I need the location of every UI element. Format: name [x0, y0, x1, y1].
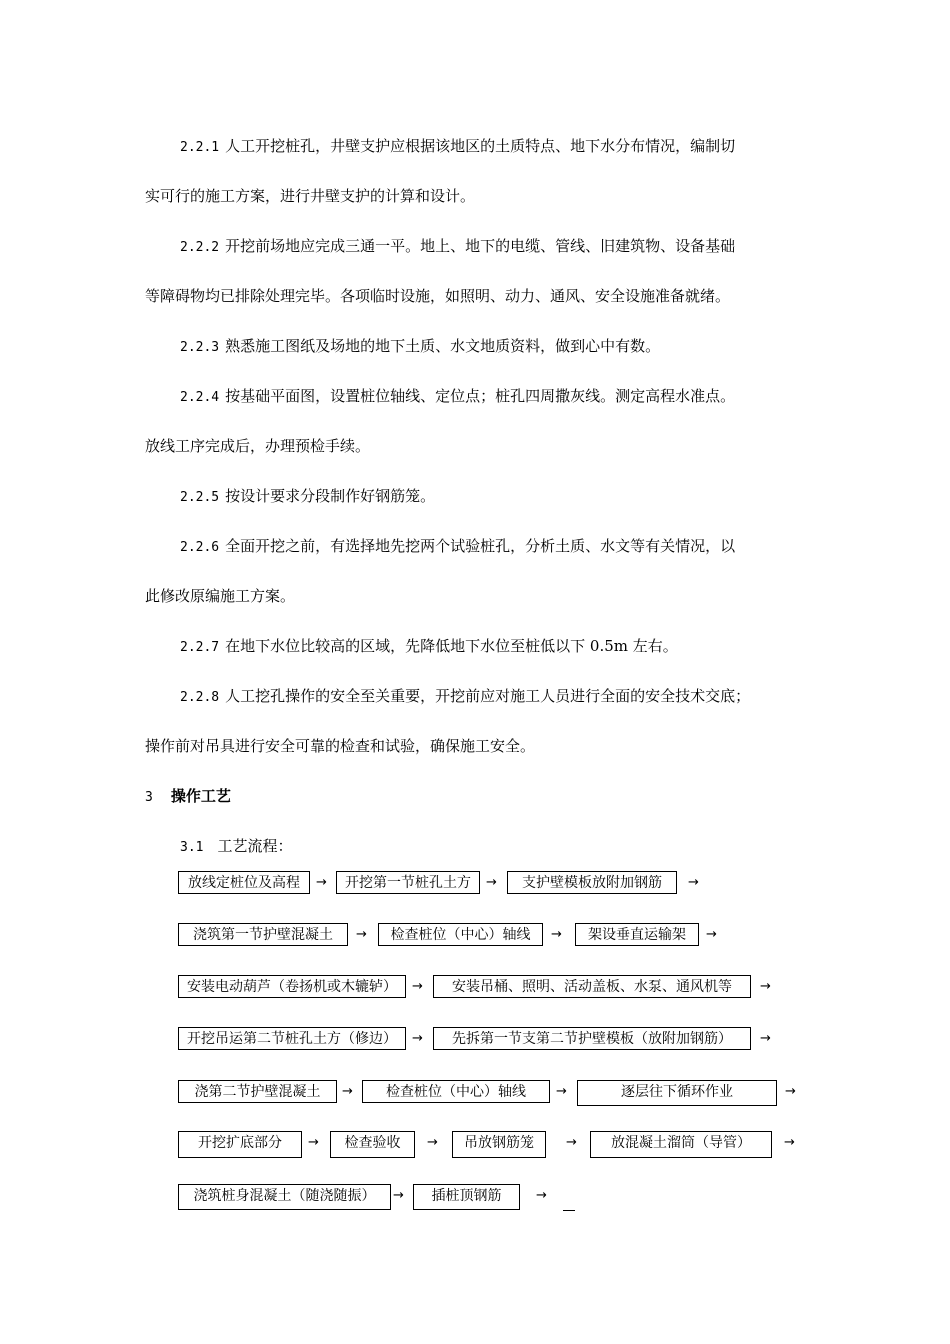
paragraph-2-2-3 — [180, 336, 660, 358]
subsection-title: 工艺流程： — [217, 837, 293, 855]
flow-arrow: → — [342, 1084, 353, 1099]
section-number: 3 — [145, 790, 153, 805]
flow-step: 浇第二节护壁混凝土 — [178, 1080, 337, 1103]
paragraph-2-2-6-line2: 此修改原编施工方案。 — [145, 587, 296, 605]
flow-arrow: → — [556, 1084, 567, 1099]
flow-arrow: → — [566, 1135, 577, 1150]
flow-step: 支护壁模板放附加钢筋 — [507, 871, 677, 894]
paragraph-number: 2.2.2 — [180, 240, 220, 255]
paragraph-text: 在地下水位比较高的区域，先降低地下水位至桩低以下 0.5m 左右。 — [225, 637, 678, 655]
flow-arrow: → — [412, 979, 423, 994]
flow-step: 检查验收 — [330, 1131, 415, 1158]
flow-arrow: → — [316, 875, 327, 890]
flow-step: 安装电动葫芦（卷扬机或木辘轳） — [178, 975, 406, 998]
flow-step: 吊放钢筋笼 — [452, 1131, 546, 1158]
paragraph-2-2-5 — [180, 486, 435, 508]
flow-arrow: → — [551, 927, 562, 942]
flow-step: 检查桩位（中心）轴线 — [378, 923, 543, 946]
flow-arrow: → — [706, 927, 717, 942]
paragraph-number: 2.2.7 — [180, 640, 220, 655]
section-title: 操作工艺 — [170, 787, 231, 805]
flow-arrow: → — [784, 1135, 795, 1150]
flow-step: 检查桩位（中心）轴线 — [362, 1080, 550, 1103]
flow-arrow: → — [760, 979, 771, 994]
paragraph-number: 2.2.4 — [180, 390, 220, 405]
flow-arrow: → — [785, 1084, 796, 1099]
paragraph-2-2-1-line1 — [180, 136, 735, 158]
paragraph-2-2-4-line2: 放线工序完成后，办理预检手续。 — [145, 437, 371, 455]
flow-arrow: → — [308, 1135, 319, 1150]
flow-arrow: → — [486, 875, 497, 890]
paragraph-text: 全面开挖之前，有选择地先挖两个试验桩孔，分析土质、水文等有关情况，以 — [225, 537, 736, 555]
paragraph-text: 按设计要求分段制作好钢筋笼。 — [225, 487, 436, 505]
flow-step: 开挖第一节桩孔土方 — [336, 871, 480, 894]
flow-arrow: → — [427, 1135, 438, 1150]
flow-arrow: → — [536, 1188, 547, 1203]
paragraph-text: 按基础平面图，设置桩位轴线、定位点；桩孔四周撒灰线。测定高程水准点。 — [225, 387, 736, 405]
paragraph-2-2-2-line1 — [180, 236, 735, 258]
paragraph-text: 人工开挖桩孔，井壁支护应根据该地区的土质特点、地下水分布情况，编制切 — [225, 137, 736, 155]
paragraph-2-2-7 — [180, 636, 678, 658]
flow-end-mark — [563, 1210, 575, 1211]
paragraph-text: 开挖前场地应完成三通一平。地上、地下的电缆、管线、旧建筑物、设备基础 — [225, 237, 736, 255]
paragraph-number: 2.2.8 — [180, 690, 220, 705]
flow-step: 先拆第一节支第二节护壁模板（放附加钢筋） — [433, 1027, 751, 1050]
subsection-heading — [180, 836, 293, 858]
flow-step: 开挖吊运第二节桩孔土方（修边） — [178, 1027, 406, 1050]
paragraph-number: 2.2.5 — [180, 490, 220, 505]
paragraph-2-2-6-line1 — [180, 536, 735, 558]
paragraph-number: 2.2.6 — [180, 540, 220, 555]
paragraph-text: 熟悉施工图纸及场地的地下土质、水文地质资料，做到心中有数。 — [225, 337, 661, 355]
flow-arrow: → — [393, 1188, 404, 1203]
paragraph-2-2-1-line2: 实可行的施工方案，进行井壁支护的计算和设计。 — [145, 187, 476, 205]
paragraph-2-2-4-line1 — [180, 386, 735, 408]
flow-arrow: → — [688, 875, 699, 890]
paragraph-2-2-2-line2: 等障碍物均已排除处理完毕。各项临时设施，如照明、动力、通风、安全设施准备就绪。 — [145, 287, 731, 305]
paragraph-number: 2.2.1 — [180, 140, 220, 155]
paragraph-2-2-8-line1 — [180, 686, 750, 708]
flow-step: 浇筑第一节护壁混凝土 — [178, 923, 348, 946]
flow-arrow: → — [760, 1031, 771, 1046]
subsection-number: 3.1 — [180, 840, 204, 855]
flow-step: 插桩顶钢筋 — [413, 1184, 520, 1210]
paragraph-number: 2.2.3 — [180, 340, 220, 355]
flow-step: 安装吊桶、照明、活动盖板、水泵、通风机等 — [433, 975, 751, 998]
flow-step: 逐层往下循环作业 — [577, 1080, 777, 1106]
paragraph-text: 人工挖孔操作的安全至关重要，开挖前应对施工人员进行全面的安全技术交底； — [225, 687, 751, 705]
flow-step: 架设垂直运输架 — [575, 923, 699, 946]
flow-arrow: → — [412, 1031, 423, 1046]
flow-step: 开挖扩底部分 — [178, 1131, 302, 1158]
flow-step: 放线定桩位及高程 — [178, 871, 310, 894]
flow-step: 浇筑桩身混凝土（随浇随振） — [178, 1184, 391, 1210]
paragraph-2-2-8-line2: 操作前对吊具进行安全可靠的检查和试验，确保施工安全。 — [145, 737, 536, 755]
flow-arrow: → — [356, 927, 367, 942]
section-heading — [145, 786, 231, 808]
flow-step: 放混凝土溜筒（导管） — [590, 1131, 772, 1158]
